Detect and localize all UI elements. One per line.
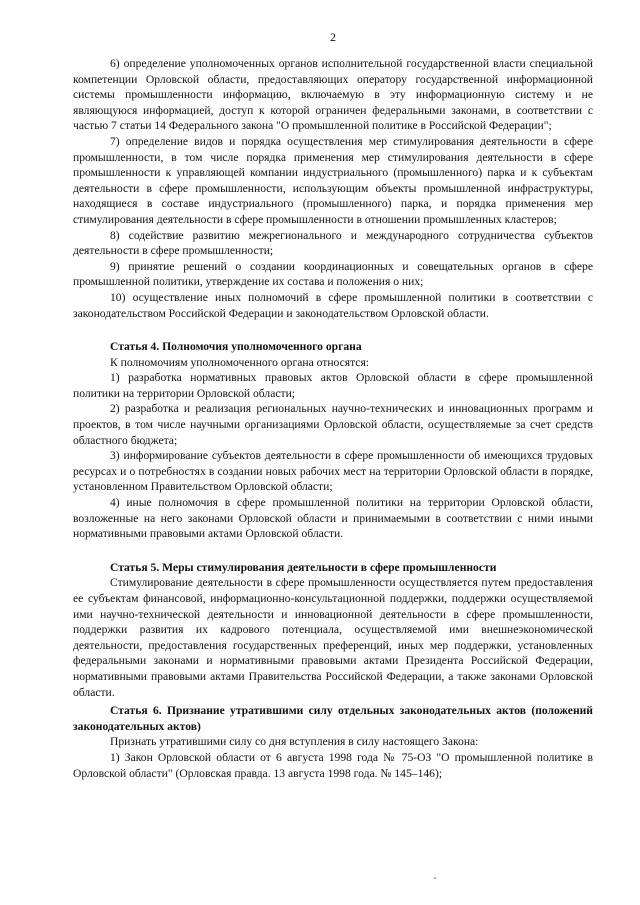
article-4-item-2: 2) разработка и реализация региональных научно-технических и инновационных программ и проектов, в том числе научными организациями Орловской области, осуществляемые за счет средств областного бюджета;	[73, 402, 593, 447]
article-6-intro: Признать утратившими силу со дня вступления в силу настоящего Закона:	[110, 735, 479, 749]
paragraph-item-7: 7) определение видов и порядка осуществления мер стимулирования деятельности в сфере промышленности, в том числе порядка применения мер стимулирования деятельности в сфере промышленности к управляющей компании индустриального (промышленного) парка и к субъектам деятельности в сфере промышленности, использующим объекты промышленной инфраструктуры, находящиеся в составе индустриального (промышленного) парка, и порядка применения мер стимулирования деятельности в сфере промышленности в отношении промышленных кластеров;	[73, 134, 593, 226]
paragraph-item-9: 9) принятие решений о создании координационных и совещательных органов в сфере промышленной политики, утверждение их состава и положения о них;	[73, 259, 593, 289]
article-5-heading: Статья 5. Меры стимулирования деятельности в сфере промышленности	[110, 560, 497, 574]
article-4-item-3: 3) информирование субъектов деятельности в сфере промышленности об имеющихся трудовых ресурсах и о потребностях в создании новых рабочих мест на территории Орловской области в порядке, установленном Правительством Орловской области;	[73, 449, 593, 494]
spacer	[73, 321, 593, 339]
scan-speck	[434, 877, 436, 879]
article-4-intro: К полномочиям уполномоченного органа относятся:	[110, 355, 370, 369]
page-number: 2	[330, 30, 336, 44]
article-6-heading: Статья 6. Признание утратившими силу отдельных законодательных актов (положений законодательных актов)	[73, 704, 593, 733]
paragraph-item-8: 8) содействие развитию межрегионального и международного сотрудничества субъектов деятельности в сфере промышленности;	[73, 228, 593, 258]
paragraph-item-6: 6) определение уполномоченных органов исполнительной государственной власти специальной компетенции Орловской области, предоставляющих оператору государственной информационной системы промышленности информацию, включаемую в эту информационную систему и не являющуюся информацией, доступ к которой ограничен федеральными законами, в соответствии с частью 7 статьи 14 Федерального закона "О промышленной политике в Российской Федерации";	[73, 57, 593, 133]
article-6-item-1: 1) Закон Орловской области от 6 августа 1998 года № 75-ОЗ "О промышленной политике в Орловской области" (Орловская правда. 13 августа 1998 года. № 145–146);	[73, 750, 593, 780]
article-5-body: Стимулирование деятельности в сфере промышленности осуществляется путем предоставления ее субъектам финансовой, информационно-консультационной поддержки, поддержки осуществляемой ими научно-технической деятельности и инновационной деятельности в сфере промышленности, поддержки развития их кадрового потенциала, осуществляемой ими внешнеэкономической деятельности, предоставления государственных преференций, иных мер поддержки, установленных федеральными законами и нормативными правовыми актами Президента Российской Федерации, нормативными правовыми актами Правительства Российской Федерации, а также законами Орловской области.	[73, 576, 593, 699]
paragraph-item-10: 10) осуществление иных полномочий в сфере промышленной политики в соответствии с законодательством Российской Федерации и законодательством Орловской области.	[73, 290, 593, 320]
article-4-item-1: 1) разработка нормативных правовых актов Орловской области в сфере промышленной политики на территории Орловской области;	[73, 371, 593, 400]
document-body	[73, 56, 593, 781]
article-4-item-4: 4) иные полномочия в сфере промышленной политики на территории Орловской области, возложенные на него законами Орловской области и принимаемыми в соответствии с ними иными нормативными правовыми актами Орловской области.	[73, 496, 593, 541]
spacer	[73, 542, 593, 560]
article-4-heading: Статья 4. Полномочия уполномоченного органа	[110, 340, 362, 354]
